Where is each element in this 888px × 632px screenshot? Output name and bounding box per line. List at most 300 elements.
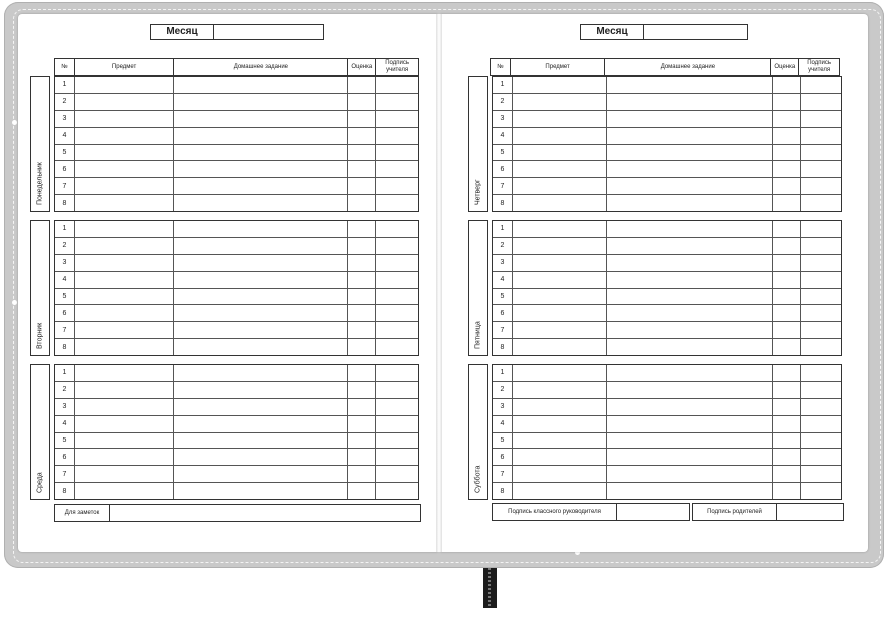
col-signature: Подпись учителя [385, 60, 409, 73]
lesson-number: 1 [493, 221, 513, 237]
subject-cell[interactable] [75, 111, 174, 127]
lesson-number: 2 [493, 94, 513, 110]
lesson-number: 7 [55, 322, 75, 338]
homework-cell[interactable] [174, 128, 348, 144]
subject-cell[interactable] [513, 382, 607, 398]
lesson-row [493, 238, 841, 255]
subject-cell[interactable] [513, 145, 607, 161]
grade-cell[interactable] [773, 483, 801, 499]
homework-cell[interactable] [174, 365, 348, 381]
grade-cell[interactable] [348, 483, 376, 499]
subject-cell[interactable] [513, 161, 607, 177]
signature-cell[interactable] [376, 145, 418, 161]
subject-cell[interactable] [75, 238, 174, 254]
lesson-row [55, 365, 418, 382]
homework-cell[interactable] [607, 365, 773, 381]
homework-cell[interactable] [607, 289, 773, 305]
subject-cell[interactable] [75, 466, 174, 482]
homework-cell[interactable] [174, 272, 348, 288]
subject-cell[interactable] [513, 195, 607, 211]
lesson-row [493, 382, 841, 399]
grade-cell[interactable] [348, 289, 376, 305]
grade-cell[interactable] [348, 305, 376, 321]
signature-cell[interactable] [376, 178, 418, 194]
grade-cell[interactable] [348, 178, 376, 194]
lesson-number: 2 [493, 238, 513, 254]
bookmark-ribbon[interactable] [483, 568, 497, 608]
lesson-row [55, 305, 418, 322]
col-number: № [491, 59, 511, 75]
signature-cell[interactable] [801, 145, 841, 161]
homework-cell[interactable] [174, 483, 348, 499]
signature-cell[interactable] [801, 94, 841, 110]
grade-cell[interactable] [773, 305, 801, 321]
homework-cell[interactable] [174, 255, 348, 271]
lesson-row [55, 111, 418, 128]
homework-cell[interactable] [607, 449, 773, 465]
subject-cell[interactable] [513, 365, 607, 381]
lesson-number: 2 [493, 382, 513, 398]
subject-cell[interactable] [513, 289, 607, 305]
lesson-row [55, 382, 418, 399]
signature-cell[interactable] [376, 365, 418, 381]
grade-cell[interactable] [773, 322, 801, 338]
signature-cell[interactable] [801, 128, 841, 144]
lesson-number: 8 [55, 483, 75, 499]
lesson-row [493, 289, 841, 306]
signature-cell[interactable] [376, 466, 418, 482]
signature-cell[interactable] [801, 221, 841, 237]
lesson-row [493, 145, 841, 162]
subject-cell[interactable] [75, 289, 174, 305]
grade-cell[interactable] [348, 195, 376, 211]
homework-cell[interactable] [607, 128, 773, 144]
signature-cell[interactable] [376, 416, 418, 432]
homework-cell[interactable] [607, 255, 773, 271]
lesson-number: 8 [493, 195, 513, 211]
homework-cell[interactable] [607, 178, 773, 194]
signature-cell[interactable] [801, 483, 841, 499]
subject-cell[interactable] [513, 111, 607, 127]
subject-cell[interactable] [75, 305, 174, 321]
signature-cell[interactable] [376, 161, 418, 177]
day-label-box [30, 76, 50, 212]
grade-cell[interactable] [348, 399, 376, 415]
grade-cell[interactable] [773, 433, 801, 449]
lesson-number: 3 [55, 399, 75, 415]
signature-cell[interactable] [376, 382, 418, 398]
lesson-number: 5 [55, 433, 75, 449]
lesson-row [55, 272, 418, 289]
subject-cell[interactable] [75, 365, 174, 381]
grade-cell[interactable] [773, 466, 801, 482]
lesson-number: 7 [493, 178, 513, 194]
homework-cell[interactable] [174, 466, 348, 482]
grade-cell[interactable] [773, 128, 801, 144]
grade-cell[interactable] [348, 382, 376, 398]
lesson-number: 6 [55, 449, 75, 465]
signature-cell[interactable] [376, 111, 418, 127]
month-label: Месяц [581, 25, 644, 39]
grade-cell[interactable] [348, 466, 376, 482]
lesson-row [55, 238, 418, 255]
signature-cell[interactable] [801, 289, 841, 305]
subject-cell[interactable] [75, 449, 174, 465]
subject-cell[interactable] [75, 399, 174, 415]
grade-cell[interactable] [348, 161, 376, 177]
subject-cell[interactable] [513, 128, 607, 144]
lesson-row [493, 272, 841, 289]
lesson-row [493, 195, 841, 211]
book-spine [436, 14, 442, 552]
notes-label: Для заметок [55, 505, 110, 521]
month-field-left[interactable] [150, 24, 324, 40]
homework-cell[interactable] [174, 161, 348, 177]
homework-cell[interactable] [607, 238, 773, 254]
signature-cell[interactable] [801, 178, 841, 194]
grade-cell[interactable] [348, 272, 376, 288]
day-label-box [468, 220, 488, 356]
lesson-row [55, 221, 418, 238]
lesson-number: 8 [493, 339, 513, 355]
lesson-grid [54, 76, 419, 212]
subject-cell[interactable] [513, 77, 607, 93]
lesson-row [493, 255, 841, 272]
lesson-row [493, 449, 841, 466]
notes-field[interactable] [54, 504, 421, 522]
grade-cell[interactable] [348, 416, 376, 432]
lesson-row [55, 322, 418, 339]
lesson-row [55, 433, 418, 450]
signature-cell[interactable] [376, 255, 418, 271]
lesson-number: 6 [55, 161, 75, 177]
lesson-number: 6 [493, 305, 513, 321]
homework-cell[interactable] [174, 145, 348, 161]
lesson-row [55, 483, 418, 499]
homework-cell[interactable] [607, 382, 773, 398]
lesson-number: 5 [493, 145, 513, 161]
homework-cell[interactable] [174, 382, 348, 398]
grade-cell[interactable] [773, 382, 801, 398]
homework-cell[interactable] [174, 339, 348, 355]
grade-cell[interactable] [348, 238, 376, 254]
signature-cell[interactable] [376, 94, 418, 110]
grade-cell[interactable] [348, 128, 376, 144]
homework-cell[interactable] [174, 195, 348, 211]
lesson-row [493, 483, 841, 499]
subject-cell[interactable] [513, 322, 607, 338]
lesson-row [493, 305, 841, 322]
lesson-number: 7 [493, 322, 513, 338]
grade-cell[interactable] [348, 221, 376, 237]
subject-cell[interactable] [513, 305, 607, 321]
signature-cell[interactable] [376, 272, 418, 288]
subject-cell[interactable] [513, 339, 607, 355]
subject-cell[interactable] [75, 94, 174, 110]
signature-cell[interactable] [376, 483, 418, 499]
grade-cell[interactable] [348, 339, 376, 355]
lesson-number: 7 [55, 178, 75, 194]
grade-cell[interactable] [348, 255, 376, 271]
grade-cell[interactable] [773, 195, 801, 211]
homework-cell[interactable] [607, 111, 773, 127]
lesson-grid [492, 364, 842, 500]
signature-cell[interactable] [376, 289, 418, 305]
signature-cell[interactable] [376, 195, 418, 211]
col-homework: Домашнее задание [605, 59, 771, 75]
subject-cell[interactable] [75, 77, 174, 93]
lesson-row [493, 365, 841, 382]
lesson-number: 7 [493, 466, 513, 482]
lesson-row [493, 221, 841, 238]
signature-cell[interactable] [801, 416, 841, 432]
signature-cell[interactable] [376, 238, 418, 254]
subject-cell[interactable] [75, 272, 174, 288]
homework-cell[interactable] [174, 416, 348, 432]
subject-cell[interactable] [513, 399, 607, 415]
homework-cell[interactable] [174, 94, 348, 110]
signature-cell[interactable] [801, 195, 841, 211]
homework-cell[interactable] [174, 238, 348, 254]
signature-cell[interactable] [801, 111, 841, 127]
signature-cell[interactable] [801, 77, 841, 93]
day-label-box [468, 364, 488, 500]
subject-cell[interactable] [75, 382, 174, 398]
lesson-number: 3 [493, 255, 513, 271]
lesson-row [493, 399, 841, 416]
signature-cell[interactable] [376, 322, 418, 338]
lesson-grid [492, 220, 842, 356]
subject-cell[interactable] [75, 221, 174, 237]
grade-cell[interactable] [348, 322, 376, 338]
grade-cell[interactable] [773, 399, 801, 415]
lesson-number: 3 [55, 111, 75, 127]
grade-cell[interactable] [773, 416, 801, 432]
subject-cell[interactable] [513, 433, 607, 449]
homework-cell[interactable] [607, 466, 773, 482]
subject-cell[interactable] [513, 449, 607, 465]
lesson-row [55, 145, 418, 162]
lesson-row [55, 178, 418, 195]
lesson-number: 3 [493, 399, 513, 415]
subject-cell[interactable] [75, 322, 174, 338]
signature-cell[interactable] [801, 255, 841, 271]
lesson-number: 4 [55, 128, 75, 144]
signature-cell[interactable] [376, 433, 418, 449]
grade-cell[interactable] [348, 77, 376, 93]
subject-cell[interactable] [513, 94, 607, 110]
lesson-row [493, 128, 841, 145]
lesson-row [493, 339, 841, 355]
subject-cell[interactable] [75, 433, 174, 449]
lesson-row [55, 77, 418, 94]
lesson-number: 5 [55, 289, 75, 305]
lesson-row [493, 94, 841, 111]
subject-cell[interactable] [75, 195, 174, 211]
signature-cell[interactable] [376, 128, 418, 144]
lesson-number: 8 [493, 483, 513, 499]
subject-cell[interactable] [75, 255, 174, 271]
signature-cell[interactable] [801, 305, 841, 321]
grade-cell[interactable] [773, 178, 801, 194]
day-block [30, 76, 419, 212]
grade-cell[interactable] [773, 449, 801, 465]
day-label-box [30, 220, 50, 356]
lesson-row [55, 416, 418, 433]
signature-cell[interactable] [376, 399, 418, 415]
homework-cell[interactable] [607, 433, 773, 449]
day-name: Пятница [474, 321, 482, 349]
grade-cell[interactable] [773, 161, 801, 177]
day-label-box [30, 364, 50, 500]
subject-cell[interactable] [75, 145, 174, 161]
grade-cell[interactable] [348, 449, 376, 465]
signature-cell[interactable] [801, 161, 841, 177]
homework-cell[interactable] [607, 339, 773, 355]
grade-cell[interactable] [773, 145, 801, 161]
lesson-number: 8 [55, 339, 75, 355]
lesson-row [55, 161, 418, 178]
homework-cell[interactable] [607, 145, 773, 161]
day-name: Суббота [474, 465, 482, 493]
lesson-number: 6 [493, 449, 513, 465]
subject-cell[interactable] [513, 416, 607, 432]
subject-cell[interactable] [513, 238, 607, 254]
lesson-row [493, 416, 841, 433]
lesson-number: 7 [55, 466, 75, 482]
signature-cell[interactable] [801, 322, 841, 338]
homework-cell[interactable] [607, 272, 773, 288]
subject-cell[interactable] [513, 466, 607, 482]
lesson-number: 3 [493, 111, 513, 127]
lesson-number: 8 [55, 195, 75, 211]
signature-cell[interactable] [376, 77, 418, 93]
grade-cell[interactable] [773, 289, 801, 305]
grade-cell[interactable] [773, 238, 801, 254]
subject-cell[interactable] [513, 272, 607, 288]
col-grade: Оценка [771, 59, 799, 75]
subject-cell[interactable] [513, 483, 607, 499]
lesson-number: 1 [55, 365, 75, 381]
lesson-row [493, 466, 841, 483]
signature-cell[interactable] [376, 449, 418, 465]
col-homework: Домашнее задание [174, 59, 348, 75]
grade-cell[interactable] [348, 433, 376, 449]
month-field-right[interactable] [580, 24, 748, 40]
signature-cell[interactable] [376, 221, 418, 237]
grade-cell[interactable] [348, 111, 376, 127]
day-block [468, 76, 842, 212]
homework-cell[interactable] [174, 449, 348, 465]
day-block [468, 364, 842, 500]
subject-cell[interactable] [75, 483, 174, 499]
homework-cell[interactable] [174, 77, 348, 93]
subject-cell[interactable] [513, 178, 607, 194]
grade-cell[interactable] [348, 94, 376, 110]
grade-cell[interactable] [773, 255, 801, 271]
grade-cell[interactable] [348, 145, 376, 161]
grade-cell[interactable] [773, 77, 801, 93]
homework-cell[interactable] [174, 322, 348, 338]
day-name: Понедельник [36, 162, 44, 205]
signature-cell[interactable] [801, 339, 841, 355]
homework-cell[interactable] [174, 399, 348, 415]
lesson-number: 2 [55, 382, 75, 398]
lesson-row [55, 128, 418, 145]
signature-cell[interactable] [801, 382, 841, 398]
subject-cell[interactable] [75, 416, 174, 432]
homework-cell[interactable] [174, 221, 348, 237]
signature-cell[interactable] [801, 399, 841, 415]
day-name: Среда [36, 472, 44, 493]
lesson-row [55, 339, 418, 355]
homework-cell[interactable] [607, 77, 773, 93]
col-subject: Предмет [75, 59, 174, 75]
homework-cell[interactable] [174, 289, 348, 305]
lesson-row [493, 111, 841, 128]
homework-cell[interactable] [607, 416, 773, 432]
lesson-number: 6 [55, 305, 75, 321]
signature-cell[interactable] [801, 449, 841, 465]
lesson-row [493, 433, 841, 450]
lesson-grid [492, 76, 842, 212]
grade-cell[interactable] [773, 221, 801, 237]
month-label: Месяц [151, 25, 214, 39]
homework-cell[interactable] [607, 221, 773, 237]
signature-cell[interactable] [801, 466, 841, 482]
signature-cell[interactable] [801, 238, 841, 254]
class-teacher-signature-field[interactable] [492, 503, 690, 521]
homework-cell[interactable] [607, 94, 773, 110]
grade-cell[interactable] [773, 272, 801, 288]
day-block [30, 220, 419, 356]
subject-cell[interactable] [513, 221, 607, 237]
homework-cell[interactable] [607, 305, 773, 321]
homework-cell[interactable] [174, 111, 348, 127]
grade-cell[interactable] [348, 365, 376, 381]
signature-cell[interactable] [801, 365, 841, 381]
homework-cell[interactable] [607, 399, 773, 415]
grade-cell[interactable] [773, 365, 801, 381]
grade-cell[interactable] [773, 339, 801, 355]
signature-cell[interactable] [376, 339, 418, 355]
subject-cell[interactable] [75, 161, 174, 177]
lesson-row [55, 399, 418, 416]
homework-cell[interactable] [607, 161, 773, 177]
grade-cell[interactable] [773, 111, 801, 127]
lesson-row [493, 178, 841, 195]
homework-cell[interactable] [174, 305, 348, 321]
homework-cell[interactable] [174, 178, 348, 194]
signature-cell[interactable] [801, 433, 841, 449]
day-block [30, 364, 419, 500]
signature-cell[interactable] [376, 305, 418, 321]
subject-cell[interactable] [513, 255, 607, 271]
homework-cell[interactable] [607, 195, 773, 211]
signature-cell[interactable] [801, 272, 841, 288]
homework-cell[interactable] [607, 322, 773, 338]
grade-cell[interactable] [773, 94, 801, 110]
subject-cell[interactable] [75, 339, 174, 355]
lesson-number: 4 [493, 128, 513, 144]
day-name: Вторник [36, 322, 44, 349]
parents-signature-field[interactable] [692, 503, 844, 521]
parents-signature-label: Подпись родителей [693, 504, 777, 520]
homework-cell[interactable] [607, 483, 773, 499]
subject-cell[interactable] [75, 178, 174, 194]
homework-cell[interactable] [174, 433, 348, 449]
subject-cell[interactable] [75, 128, 174, 144]
